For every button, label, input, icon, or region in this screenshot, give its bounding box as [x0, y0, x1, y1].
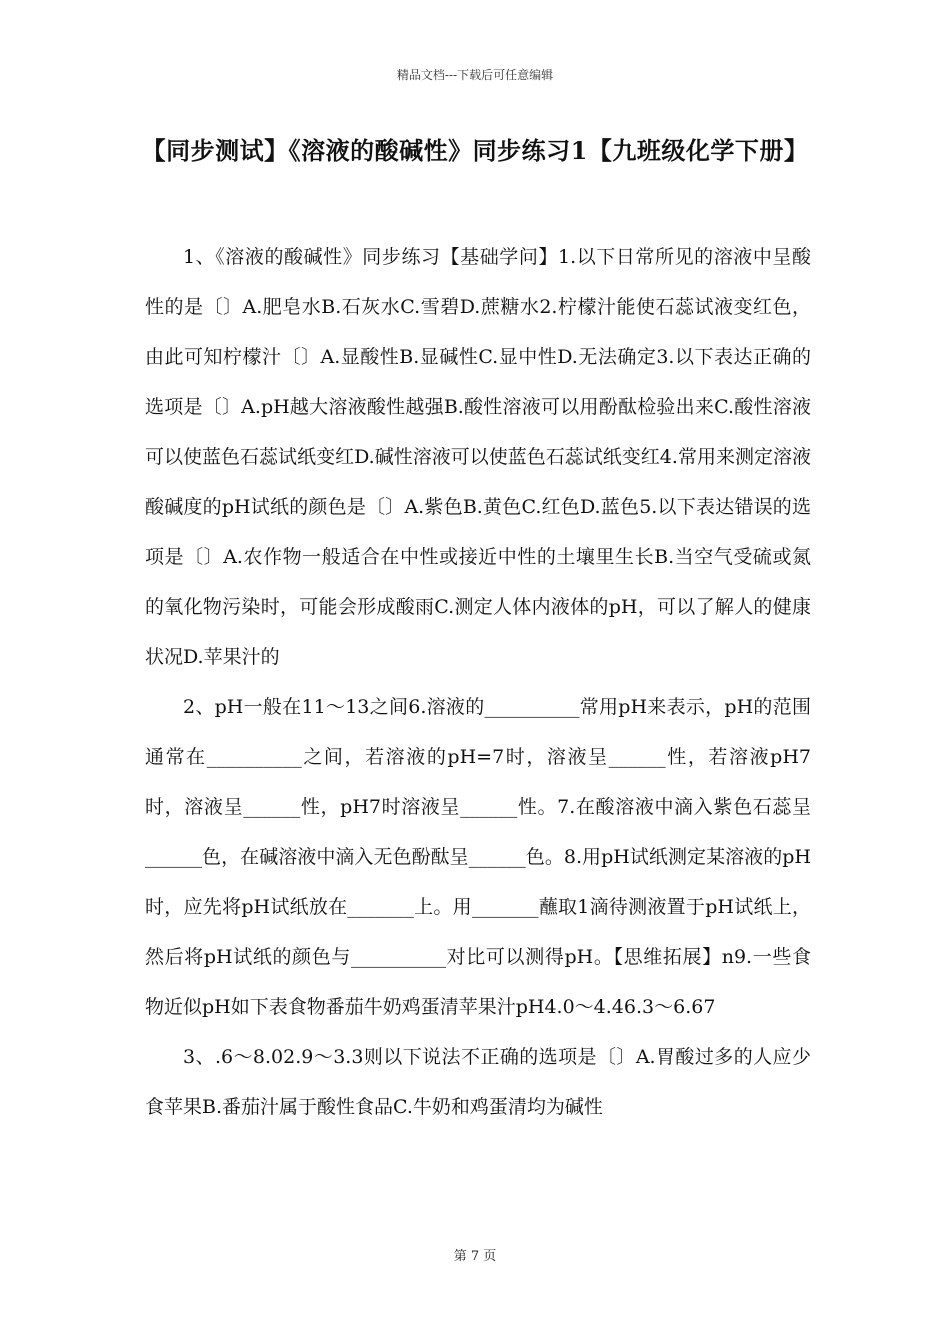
- body-text: [145, 232, 811, 1132]
- page-number: 第 7 页: [453, 1249, 497, 1264]
- paragraph-3: 3、.6～8.02.9～3.3则以下说法不正确的选项是〔〕A.胃酸过多的人应少食苹果B.番茄汁属于酸性食品C.牛奶和鸡蛋清均为碱性: [145, 1046, 811, 1118]
- header-note: 精品文档---下载后可任意编辑: [396, 68, 554, 82]
- paragraph-2: 2、pH一般在11～13之间6.溶液的__________常用pH来表示，pH的范围通常在__________之间，若溶液的pH=7时，溶液呈______性，若溶液pH7时，溶液呈______性，pH7时溶液呈______性。7.在酸溶液中滴入紫色石蕊呈______色，在碱溶液中滴入无色酚酞呈______色。8.用pH试纸测定某溶液的pH时，应先将pH试纸放在_______上。用_______蘸取1滴待测液置于pH试纸上，然后将pH试纸的颜色与__________对比可以测得pH。【思维拓展】n9.一些食物近似pH如下表食物番茄牛奶鸡蛋清苹果汁pH4.0～4.46.3～6.67: [145, 696, 811, 1018]
- paragraph-1: 1、《溶液的酸碱性》同步练习【基础学问】1.以下日常所见的溶液中呈酸性的是〔〕A.肥皂水B.石灰水C.雪碧D.蔗糖水2.柠檬汁能使石蕊试液变红色，由此可知柠檬汁〔〕A.显酸性B.显碱性C.显中性D.无法确定3.以下表达正确的选项是〔〕A.pH越大溶液酸性越强B.酸性溶液可以用酚酞检验出来C.酸性溶液可以使蓝色石蕊试纸变红D.碱性溶液可以使蓝色石蕊试纸变红4.常用来测定溶液酸碱度的pH试纸的颜色是〔〕A.紫色B.黄色C.红色D.蓝色5.以下表达错误的选项是〔〕A.农作物一般适合在中性或接近中性的土壤里生长B.当空气受硫或氮的氧化物污染时，可能会形成酸雨C.测定人体内液体的pH，可以了解人的健康状况D.苹果汁的: [145, 246, 811, 668]
- page-title: 【同步测试】《溶液的酸碱性》同步练习1【九班级化学下册】: [141, 136, 809, 165]
